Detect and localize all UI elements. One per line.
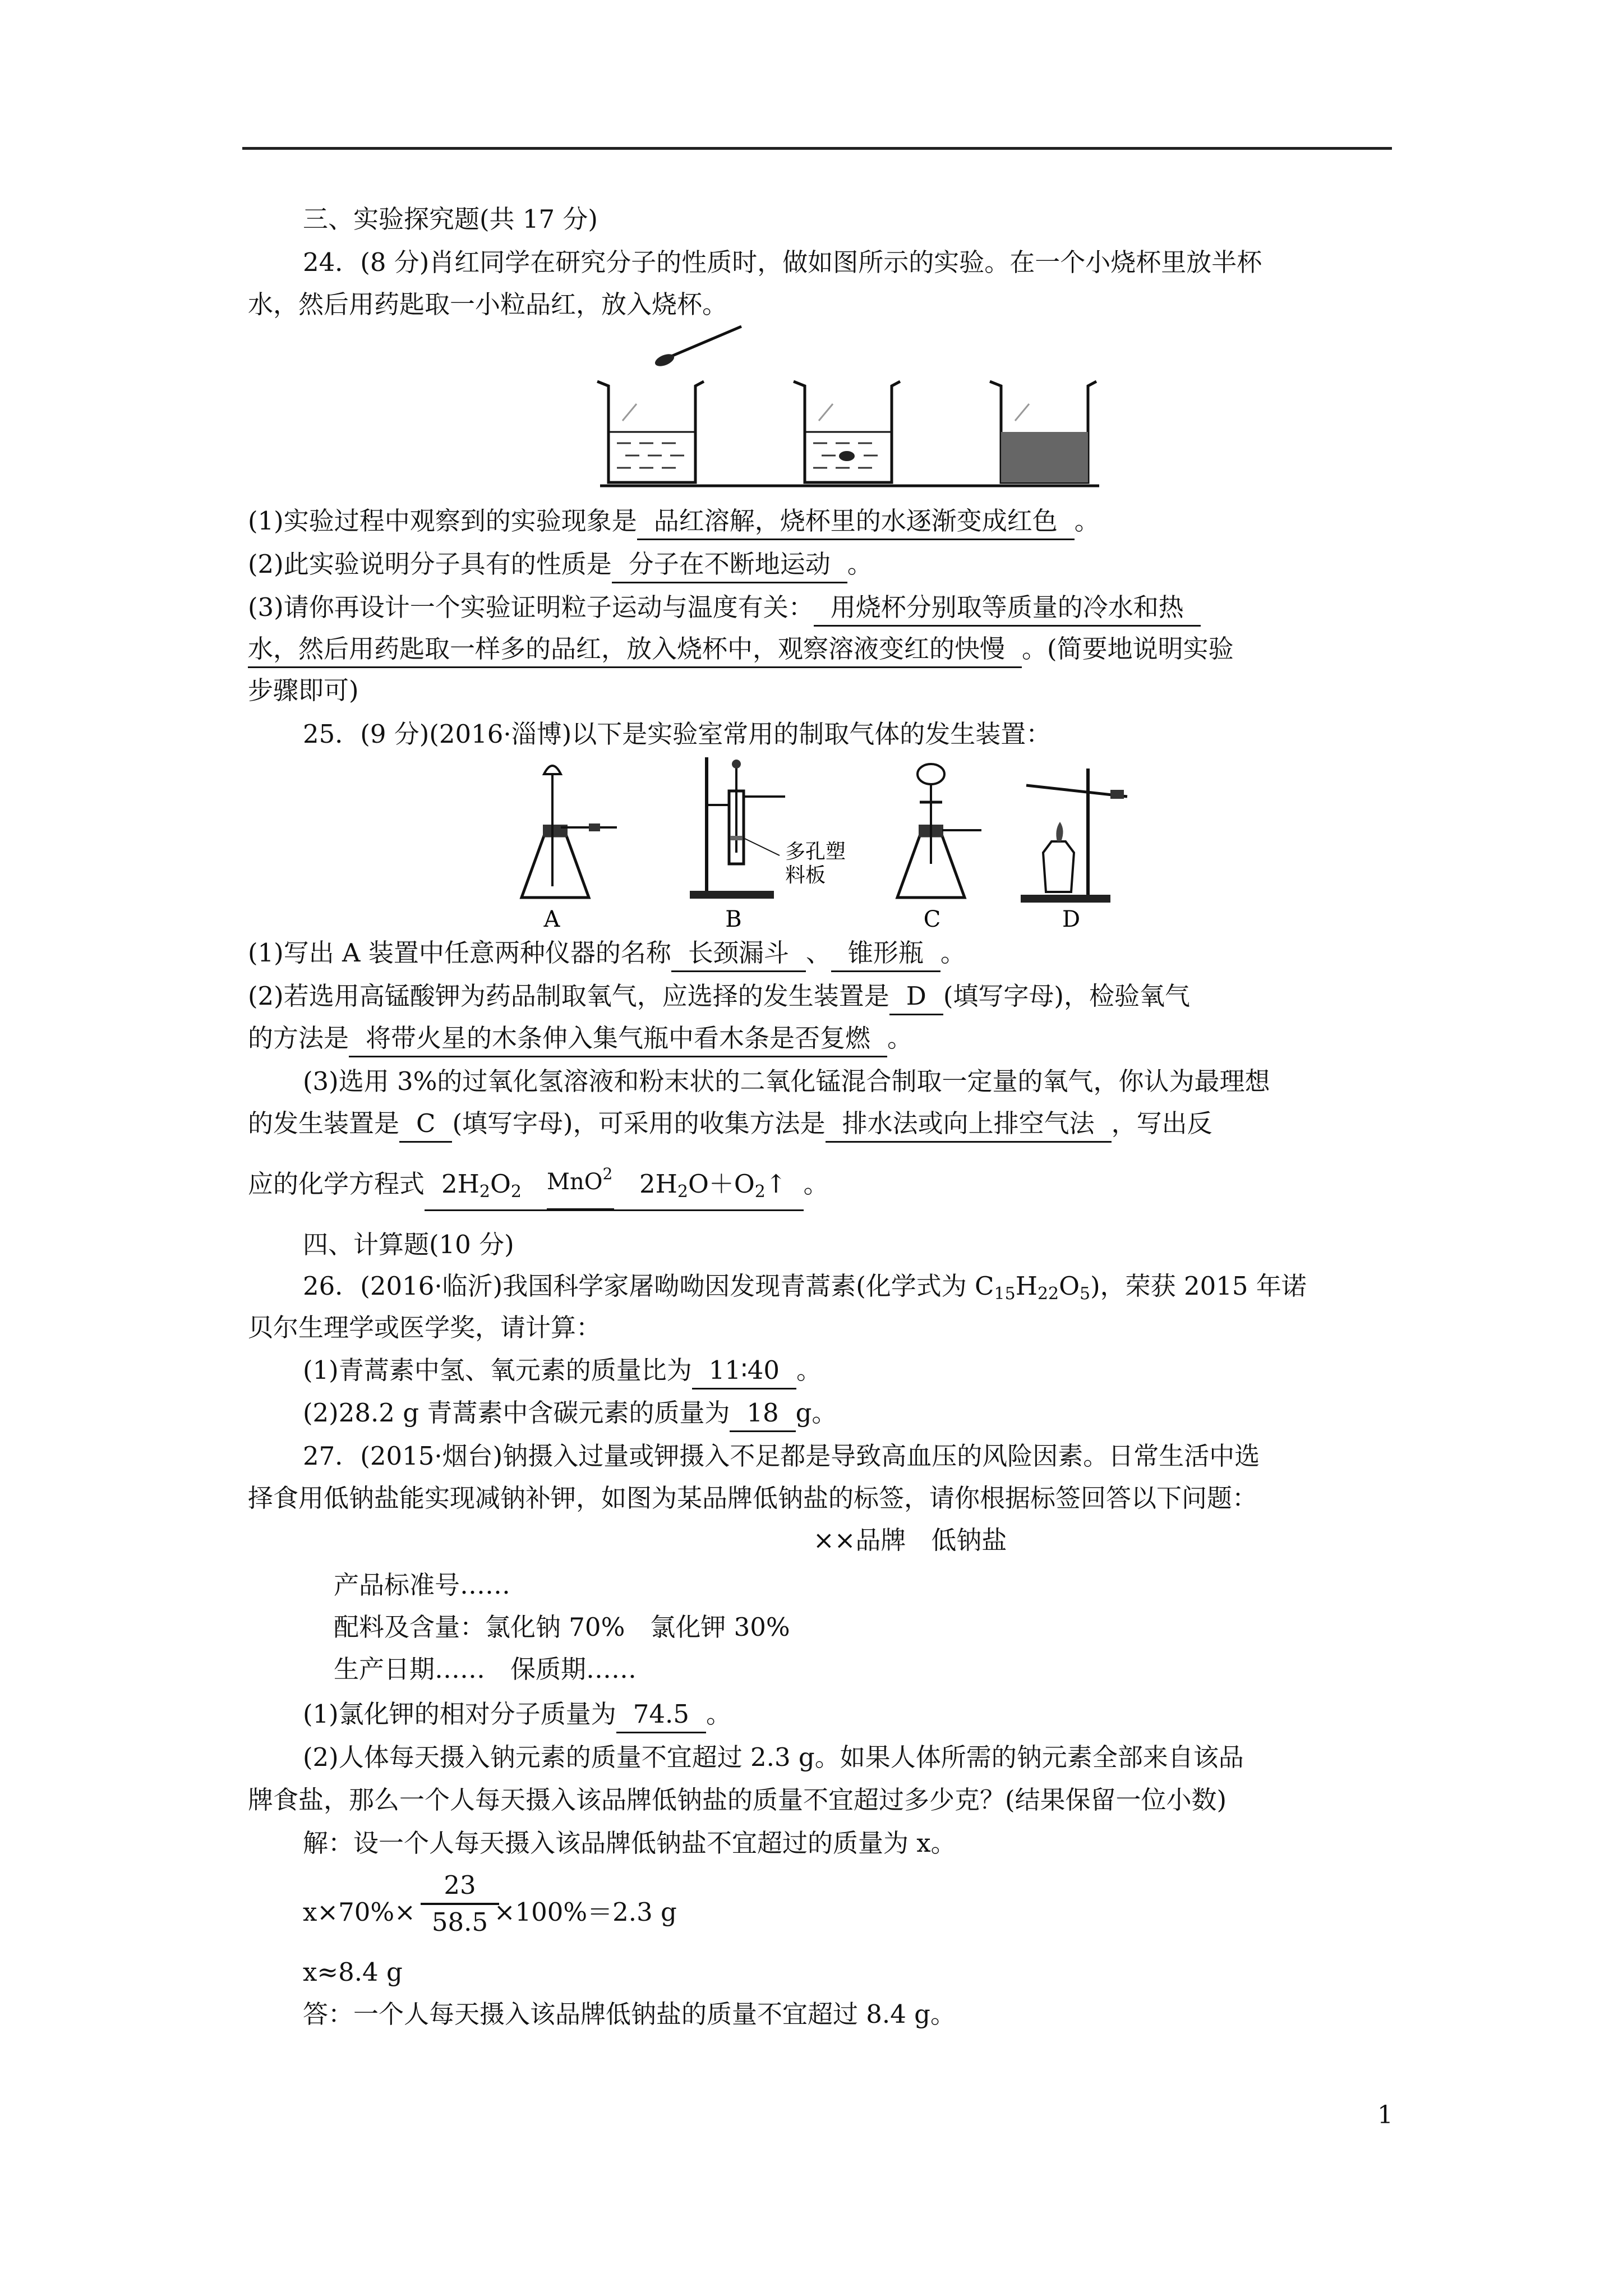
- label-a: A: [543, 907, 560, 931]
- salt-label-title: ××品牌 低钠盐: [813, 1525, 1007, 1555]
- salt-label-line3: 生产日期…… 保质期……: [334, 1654, 637, 1684]
- q26-answer-1: 11∶40: [692, 1353, 796, 1389]
- q24-p2: (2)此实验说明分子具有的性质是 分子在不断地运动 。: [248, 547, 873, 583]
- q24-line1: 24．(8 分)肖红同学在研究分子的性质时，做如图所示的实验。在一个小烧杯里放半杯: [303, 247, 1262, 277]
- q24-p1: (1)实验过程中观察到的实验现象是 品红溶解，烧杯里的水逐渐变成红色 。: [248, 504, 1100, 540]
- apparatus-a: [522, 766, 617, 898]
- beaker-1: [597, 381, 704, 482]
- q24-p3: (3)请你再设计一个实验证明粒子运动与温度有关： 用烧杯分别取等质量的冷水和热: [248, 590, 1201, 627]
- q24-answer-2: 分子在不断地运动: [612, 547, 847, 583]
- catalyst-label: MnO$^2$: [546, 1165, 613, 1195]
- q25-answer-1b: 锥形瓶: [831, 936, 940, 972]
- q25-answer-2a: D: [889, 979, 943, 1015]
- fraction-denominator: 58.5: [431, 1907, 488, 1937]
- label-c: C: [923, 907, 941, 931]
- q26-line2: 贝尔生理学或医学奖，请计算：: [248, 1313, 602, 1342]
- apparatus-b: [690, 757, 785, 899]
- q25-equation: $2H_2O_2$ MnO$^2$ $2H_2O+O_2↑$: [425, 1167, 804, 1211]
- q27-line2: 择食用低钠盐能实现减钠补钾，如图为某品牌低钠盐的标签，请你根据标签回答以下问题：: [248, 1483, 1258, 1513]
- q24-line2: 水，然后用药匙取一小粒品红，放入烧杯。: [248, 289, 728, 319]
- spoon-icon: [653, 326, 741, 369]
- q26-p1: (1)青蒿素中氢、氧元素的质量比为 11∶40 。: [303, 1353, 822, 1389]
- q25-answer-3a: C: [399, 1106, 452, 1143]
- q25-answer-1a: 长颈漏斗: [671, 936, 806, 972]
- apparatus-figure: [505, 752, 1155, 931]
- q25-answer-3b: 排水法或向上排空气法: [826, 1106, 1112, 1143]
- q24-p3-line3: 步骤即可): [248, 675, 359, 705]
- q27-p2-line2: 牌食盐，那么一个人每天摄入该品牌低钠盐的质量不宜超过多少克？(结果保留一位小数): [248, 1785, 1227, 1815]
- q27-line1: 27．(2015·烟台)钠摄入过量或钾摄入不足都是导致高血压的风险因素。日常生活中选: [303, 1441, 1260, 1471]
- apparatus-c: [897, 764, 981, 898]
- q26-answer-2: 18: [730, 1396, 795, 1432]
- beaker-3: [990, 381, 1096, 482]
- label-d: D: [1062, 907, 1081, 931]
- q26-p2: (2)28.2 g 青蒿素中含碳元素的质量为 18 g。: [303, 1396, 837, 1432]
- header-rule: [242, 147, 1392, 150]
- q24-answer-3b: 水，然后用药匙取一样多的品红，放入烧杯中，观察溶液变红的快慢: [248, 632, 1022, 668]
- plate-label-1: 多孔塑: [785, 840, 846, 863]
- q25-p3-line1: (3)选用 3%的过氧化氢溶液和粉末状的二氧化锰混合制取一定量的氧气，你认为最理想: [303, 1066, 1270, 1096]
- q24-answer-3a: 用烧杯分别取等质量的冷水和热: [814, 590, 1201, 627]
- solution-answer: 答：一个人每天摄入该品牌低钠盐的质量不宜超过 8.4 g。: [303, 1999, 956, 2029]
- beaker-2: [794, 381, 900, 482]
- q27-answer-1: 74.5: [616, 1697, 706, 1733]
- q25-p2: (2)若选用高锰酸钾为药品制取氧气，应选择的发生装置是 D (填写字母)，检验氧气: [248, 979, 1190, 1015]
- q24-answer-1: 品红溶解，烧杯里的水逐渐变成红色: [637, 504, 1075, 540]
- q25-line1: 25．(9 分)(2016·淄博)以下是实验室常用的制取气体的发生装置：: [303, 719, 1052, 749]
- q24-p3-line2: 水，然后用药匙取一样多的品红，放入烧杯中，观察溶液变红的快慢 。(简要地说明实验: [248, 632, 1234, 668]
- section-title-3: 三、实验探究题(共 17 分): [303, 204, 598, 234]
- salt-label-line2: 配料及含量：氯化钠 70% 氯化钾 30%: [334, 1612, 790, 1642]
- beaker-figure: [583, 325, 1110, 494]
- q26-line1: 26．(2016·临沂)我国科学家屠呦呦因发现青蒿素(化学式为 $C_{15}H_{22}O_5$)，荣获 2015 年诺: [303, 1271, 1307, 1304]
- q27-p1: (1)氯化钾的相对分子质量为 74.5 。: [303, 1697, 731, 1733]
- salt-label-line1: 产品标准号……: [334, 1570, 511, 1600]
- fraction: [421, 1868, 499, 1940]
- q25-p1: (1)写出 A 装置中任意两种仪器的名称 长颈漏斗 、 锥形瓶 。: [248, 936, 966, 972]
- q25-answer-2b: 将带火星的木条伸入集气瓶中看木条是否复燃: [349, 1021, 887, 1057]
- page-number: 1: [1377, 2101, 1393, 2129]
- q25-p3-line3: 应的化学方程式 $2H_2O_2$ MnO$^2$ $2H_2O+O_2↑$ 。: [248, 1167, 829, 1211]
- solution-formula: x×70%× ×100%＝2.3 g: [303, 1897, 677, 1927]
- section-title-4: 四、计算题(10 分): [303, 1230, 514, 1259]
- solution-line3: x≈8.4 g: [303, 1957, 403, 1987]
- solution-line1: 解：设一个人每天摄入该品牌低钠盐不宜超过的质量为 x。: [303, 1828, 956, 1858]
- apparatus-d: [1021, 769, 1127, 903]
- q27-p2-line1: (2)人体每天摄入钠元素的质量不宜超过 2.3 g。如果人体所需的钠元素全部来自该品: [303, 1742, 1244, 1772]
- label-b: B: [725, 907, 742, 931]
- q25-p2-line2: 的方法是 将带火星的木条伸入集气瓶中看木条是否复燃 。: [248, 1021, 912, 1057]
- fraction-numerator: 23: [421, 1868, 499, 1905]
- plate-label-2: 料板: [785, 864, 826, 887]
- q25-p3-line2: 的发生装置是 C (填写字母)，可采用的收集方法是 排水法或向上排空气法 ，写出反: [248, 1106, 1212, 1143]
